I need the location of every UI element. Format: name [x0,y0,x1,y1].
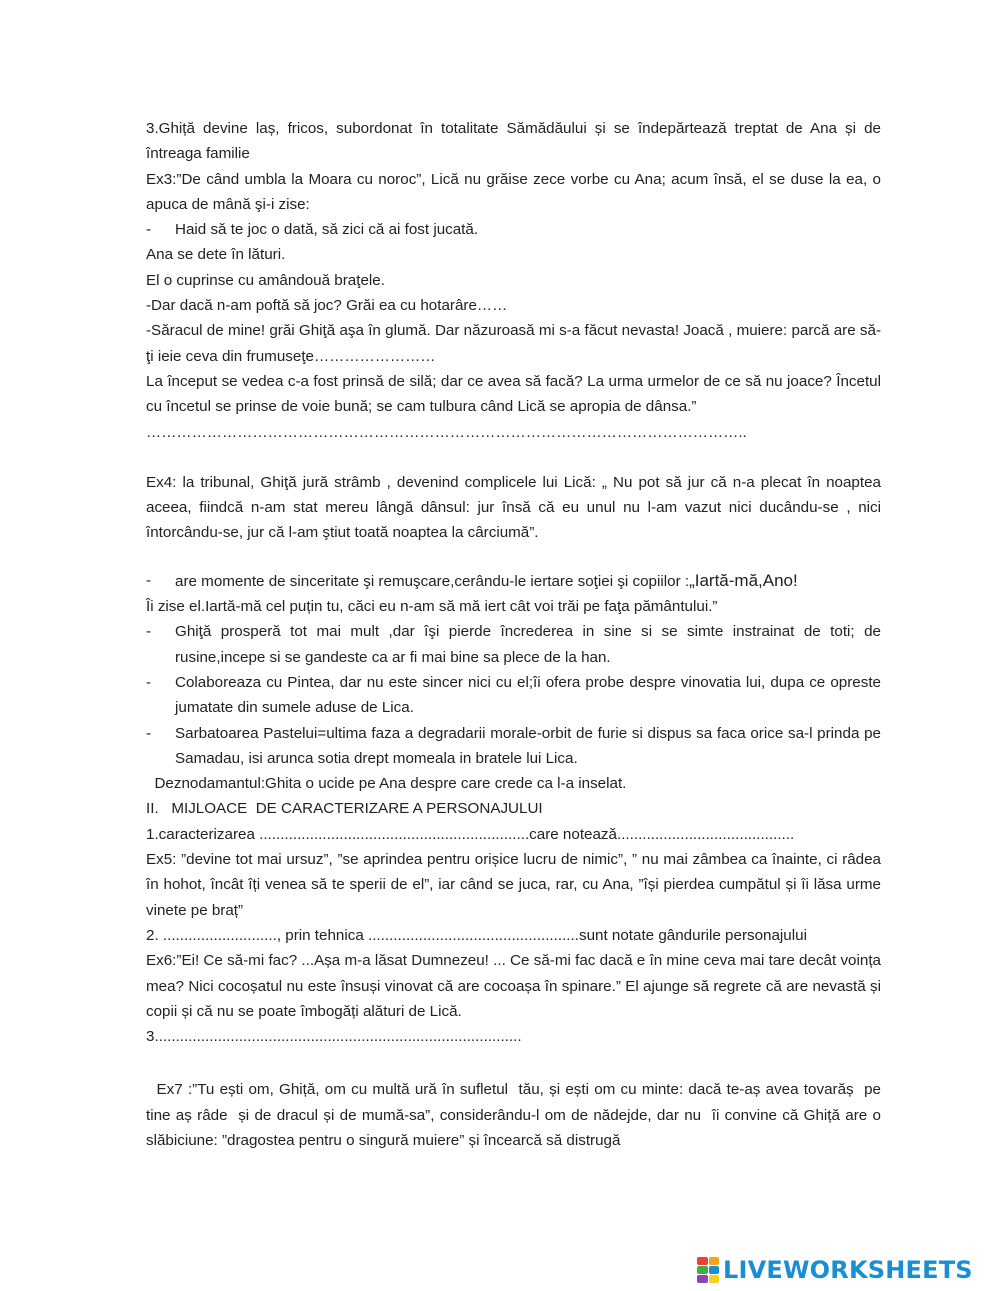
liveworksheets-logo-icon [697,1257,719,1283]
characterization-blank-3: 3....................................................................................... [146,1028,522,1046]
bullet-sincerity [146,568,881,594]
paragraph-1: 3.Ghiță devine laș, fricos, subordonat în totalitate Sămădăului și se îndepărtează treptat de Ana și de întreaga familie [146,120,881,163]
paragraph-ex6: Ex6:”Ei! Ce să-mi fac? ...Așa m-a lăsat Dumnezeu! ... Ce să-mi fac dacă e în mine ceva mai tare decât voința mea? Nici cocoșatul nu este însuși vinovat că are cocoașa în spinare.” El ajunge să regrete că are nevastă și copii și că nu se poate îmbogăți alături de Lică. [146,952,881,1020]
dotted-answer-line-1: ……………………………………………………………………………………………………….. [146,423,747,441]
characterization-blank-1: 1.caracterizarea ................................................................care notează.......................................... [146,825,795,843]
liveworksheets-logo [697,1256,973,1284]
bullet-sincerity-text: are momente de sinceritate şi remuşcare,cerându-le iertare soţiei şi copiilor : [175,572,690,590]
quote-continuation: Îi zise el.Iartă-mă cel puțin tu, căci eu n-am să mă iert cât voi trăi pe faţa pământului.” [146,598,718,616]
dialogue-line-2: -Dar dacă n-am poftă să joc? Grăi ea cu hotarâre…… [146,297,508,315]
denouement-line: Deznodamantul:Ghita o ucide pe Ana despre care crede ca l-a inselat. [146,775,627,793]
paragraph-ex5: Ex5: ”devine tot mai ursuz”, ”se aprindea pentru orișice lucru de nimic”, ” nu mai zâmbea ca înainte, ci râdea în hohot, încât îți venea să te sperii de el”, iar când se juca, rar, cu Ana, ”își pierdea cumpătul și îi lăsa urme vinete pe braț” [146,851,881,919]
section-heading-ii: II. MIJLOACE DE CARACTERIZARE A PERSONAJULUI [146,800,543,818]
narration-line-2: El o cuprinse cu amândouă braţele. [146,271,385,289]
narration-line-1: Ana se dete în lături. [146,246,286,264]
document-body [146,116,886,1153]
bullet-prosperity: - Ghiţă prosperă tot mai mult ,dar îşi pierde încrederea in sine si se simte instrainat de toti; de rusine,incepe si se gandeste ca ar fi mai bine sa plece de la han. [146,619,881,670]
quote-iarta-ma: „Iartă-mă,Ano! [689,570,798,590]
paragraph-ex7: Ex7 :”Tu ești om, Ghiță, om cu multă ură în sufletul tău, și ești om cu minte: dacă te-aș avea tovarăș pe tine aș râde și de dracul și de mumă-sa”, considerându-l om de nădejde, dar nu îi convine că Ghiță are o slăbiciune: ”dragostea pentru o singură muiere” și încearcă să distrugă [146,1081,886,1149]
dialogue-line-1: - Haid să te joc o dată, să zici că ai fost jucată. [146,217,881,242]
paragraph-ex4: Ex4: la tribunal, Ghiţă jură strâmb , devenind complicele lui Lică: „ Nu pot să jur că n-a plecat în noaptea aceea, fiindcă n-am stat mereu lângă dânsul: jur însă că eu unul nu l-am vazut nici ducându-se , nici întorcându-se, jur că l-am ştiut toată noaptea la cârciumă”. [146,473,881,542]
dialogue-line-3: -Săracul de mine! grăi Ghiţă aşa în glumă. Dar năzuroasă mi s-a făcut nevasta! Joacă , muiere: parcă are să-ţi ieie ceva din frumuseţe…………………… [146,322,881,365]
characterization-blank-2: 2. ..........................., prin tehnica ..................................................sunt notate gândurile personajului [146,926,807,944]
bullet-easter: - Sarbatoarea Pastelui=ultima faza a degradarii morale-orbit de furie si dispus sa faca orice sa-l prinda pe Samadau, isi arunca sotia drept momeala in bratele lui Lica. [146,721,881,772]
liveworksheets-logo-text: LIVEWORKSHEETS [723,1256,973,1284]
bullet-pintea: - Colaboreaza cu Pintea, dar nu este sincer nici cu el;îi ofera probe despre vinovatia lui, dupa ce opreste jumatate din sumele aduse de Lica. [146,670,881,721]
paragraph-ex3: Ex3:”De când umbla la Moara cu noroc”, Lică nu grăise zece vorbe cu Ana; acum însă, el se duse la ea, o apuca de mână şi-i zise: [146,170,881,213]
narration-line-3: La început se vedea c-a fost prinsă de silă; dar ce avea să facă? La urma urmelor de ce să nu joace? Încetul cu încetul se prinse de voie bună; se cam tulbura când Lică se apropia de dânsa.” [146,372,881,416]
